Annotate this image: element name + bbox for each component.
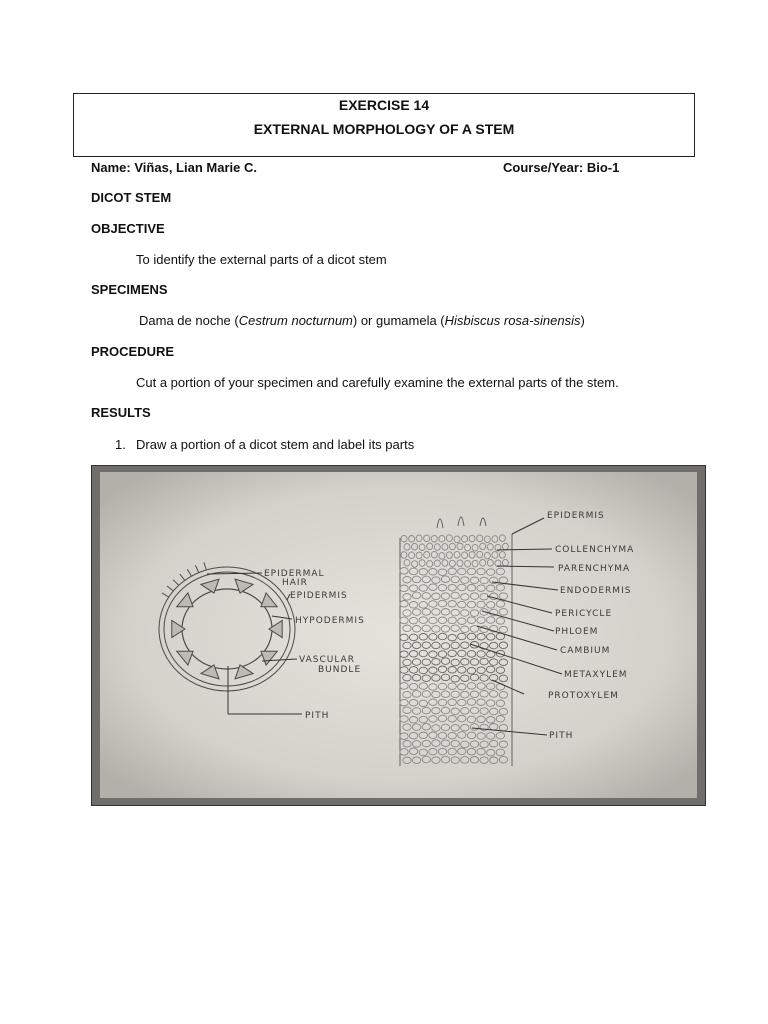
specimen-close: ) <box>580 313 585 328</box>
name-label: Name: <box>91 160 131 175</box>
label-hair: HAIR <box>282 578 308 588</box>
specimen-scientific-1: Cestrum nocturnum <box>238 313 353 328</box>
label-endodermis: ENDODERMIS <box>560 586 632 596</box>
objective-heading: OBJECTIVE <box>91 221 165 236</box>
specimens-heading: SPECIMENS <box>91 282 168 297</box>
name-row <box>91 160 257 175</box>
label-metaxylem: METAXYLEM <box>564 670 628 680</box>
specimens-text <box>139 313 585 328</box>
student-name: Viñas, Lian Marie C. <box>134 160 257 175</box>
label-bundle: BUNDLE <box>318 665 362 675</box>
label-pericycle: PERICYCLE <box>555 609 613 619</box>
label-vascular: VASCULAR <box>299 655 355 665</box>
label-protoxylem: PROTOXYLEM <box>548 691 619 701</box>
title-box <box>73 93 695 157</box>
stem-drawing <box>92 466 705 805</box>
label-cambium: CAMBIUM <box>560 646 611 656</box>
exercise-title: EXTERNAL MORPHOLOGY OF A STEM <box>253 121 515 137</box>
stem-drawing-photo <box>91 465 706 806</box>
specimen-scientific-2: Hisbiscus rosa-sinensis <box>444 313 581 328</box>
course-label: Course/Year: <box>503 160 584 175</box>
results-heading: RESULTS <box>91 405 151 420</box>
label-parenchyma: PARENCHYMA <box>558 564 631 574</box>
specimen-common-1: Dama de noche ( <box>139 313 239 328</box>
course-row <box>503 160 619 175</box>
label-epidermis-long: EPIDERMIS <box>547 511 605 521</box>
dicot-heading: DICOT STEM <box>91 190 172 205</box>
label-epidermis-cross: EPIDERMIS <box>290 591 348 601</box>
label-epidermal: EPIDERMAL <box>264 569 325 579</box>
paper-sheet <box>100 472 697 798</box>
course-value: Bio-1 <box>586 160 620 175</box>
result-item-1 <box>115 437 414 452</box>
exercise-number: EXERCISE 14 <box>338 97 430 113</box>
label-pith-long: PITH <box>549 731 574 741</box>
objective-text: To identify the external parts of a dicot stem <box>136 252 387 267</box>
label-hypodermis: HYPODERMIS <box>295 616 365 626</box>
label-collenchyma: COLLENCHYMA <box>555 545 635 555</box>
result-number: 1. <box>115 437 126 452</box>
specimen-join: ) or gumamela ( <box>352 313 445 328</box>
label-pith-cross: PITH <box>305 711 330 721</box>
procedure-heading: PROCEDURE <box>91 344 175 359</box>
result-item-text: Draw a portion of a dicot stem and label its parts <box>136 437 415 452</box>
label-phloem: PHLOEM <box>555 627 599 637</box>
procedure-text: Cut a portion of your specimen and carefully examine the external parts of the stem. <box>136 375 619 390</box>
